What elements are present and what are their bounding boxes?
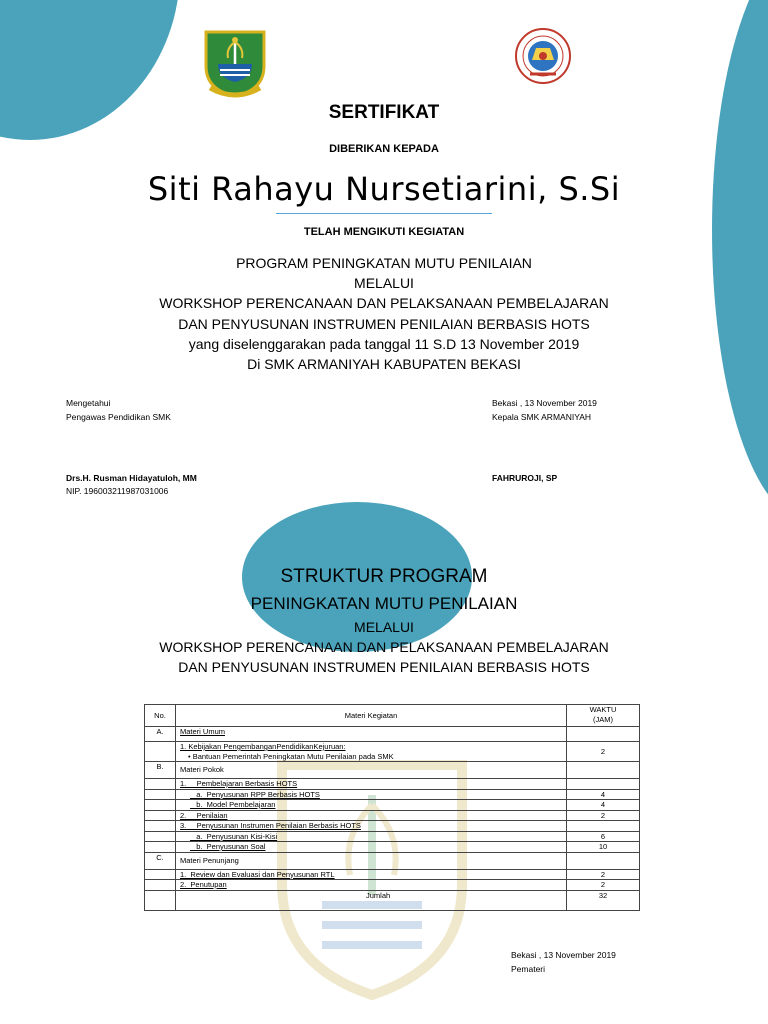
header-waktu: WAKTU (JAM) bbox=[567, 705, 640, 727]
footer-place-date: Bekasi , 13 November 2019 bbox=[511, 950, 616, 960]
table-row bbox=[145, 727, 640, 742]
row-jam bbox=[567, 852, 640, 869]
total-label: Jumlah bbox=[176, 890, 567, 910]
program-title: PROGRAM PENINGKATAN MUTU PENILAIAN bbox=[236, 255, 532, 271]
workshop-line-2: DAN PENYUSUNAN INSTRUMEN PENILAIAN BERBASIS HOTS bbox=[178, 316, 590, 332]
row-jam: 10 bbox=[567, 842, 640, 853]
table-row bbox=[145, 742, 640, 762]
footer-role: Pemateri bbox=[511, 964, 546, 974]
table-row bbox=[145, 800, 640, 811]
row-no bbox=[145, 810, 176, 821]
row-no: B. bbox=[145, 762, 176, 779]
via-label: MELALUI bbox=[354, 275, 414, 291]
table-row bbox=[145, 810, 640, 821]
event-venue: Di SMK ARMANIYAH KABUPATEN BEKASI bbox=[247, 356, 521, 372]
row-jam: 2 bbox=[567, 869, 640, 880]
principal-name: FAHRUROJI, SP bbox=[492, 473, 558, 483]
header-no: No. bbox=[145, 705, 176, 727]
given-to-label: DIBERIKAN KEPADA bbox=[329, 143, 439, 155]
schedule-table bbox=[144, 704, 640, 911]
table-row bbox=[145, 842, 640, 853]
structure-title: STRUKTUR PROGRAM bbox=[280, 566, 488, 587]
row-jam: 4 bbox=[567, 800, 640, 811]
table-row bbox=[145, 880, 640, 891]
row-no bbox=[145, 869, 176, 880]
certificate-title: SERTIFIKAT bbox=[328, 102, 440, 123]
header-materi: Materi Kegiatan bbox=[176, 705, 567, 727]
jawa-barat-emblem-icon bbox=[200, 26, 270, 98]
row-no bbox=[145, 890, 176, 910]
supervisor-role: Pengawas Pendidikan SMK bbox=[66, 412, 171, 422]
row-jam bbox=[567, 727, 640, 742]
recipient-name: Siti Rahayu Nursetiarini, S.Si bbox=[147, 170, 621, 208]
table-row bbox=[145, 789, 640, 800]
row-no bbox=[145, 821, 176, 832]
provinsi-jawa-barat-logo bbox=[200, 26, 270, 98]
row-materi: Materi Pokok bbox=[176, 762, 567, 779]
row-materi: 1. Pembelajaran Berbasis HOTS bbox=[176, 779, 567, 790]
row-no bbox=[145, 800, 176, 811]
row-materi: b. Penyusunan Soal bbox=[176, 842, 567, 853]
row-materi bbox=[176, 742, 567, 762]
school-seal-icon bbox=[514, 26, 572, 86]
row-materi: Materi Umum bbox=[176, 727, 567, 742]
table-row bbox=[145, 831, 640, 842]
row-materi-main: 1. Kebijakan PengembanganPendidikanKejuruan: bbox=[180, 742, 346, 751]
smk-armaniyah-logo bbox=[514, 26, 572, 86]
row-no bbox=[145, 842, 176, 853]
supervisor-nip: NIP. 196003211987031006 bbox=[66, 486, 169, 496]
row-jam bbox=[567, 762, 640, 779]
structure-workshop-2: DAN PENYUSUNAN INSTRUMEN PENILAIAN BERBASIS HOTS bbox=[178, 659, 590, 675]
table-row bbox=[145, 852, 640, 869]
row-materi-sub: • Bantuan Pemerintah Peningkatan Mutu Penilaian pada SMK bbox=[188, 751, 394, 761]
structure-via: MELALUI bbox=[354, 619, 414, 635]
workshop-line-1: WORKSHOP PERENCANAAN DAN PELAKSANAAN PEMBELAJARAN bbox=[159, 295, 609, 311]
table-row bbox=[145, 869, 640, 880]
supervisor-name: Drs.H. Rusman Hidayatuloh, MM bbox=[66, 473, 197, 483]
table-row bbox=[145, 779, 640, 790]
row-materi: 2. Penutupan bbox=[176, 880, 567, 891]
row-jam: 2 bbox=[567, 810, 640, 821]
event-dates: yang diselenggarakan pada tanggal 11 S.D 13 November 2019 bbox=[188, 336, 580, 352]
row-materi: 3. Penyusunan Instrumen Penilaian Berbasis HOTS bbox=[176, 821, 567, 832]
acknowledgement-label: Mengetahui bbox=[66, 398, 111, 408]
row-no: A. bbox=[145, 727, 176, 742]
row-no bbox=[145, 779, 176, 790]
row-no: C. bbox=[145, 852, 176, 869]
row-jam bbox=[567, 821, 640, 832]
principal-role: Kepala SMK ARMANIYAH bbox=[492, 412, 592, 422]
row-materi: Materi Penunjang bbox=[176, 852, 567, 869]
row-no bbox=[145, 789, 176, 800]
row-materi: 1. Review dan Evaluasi dan Penyusunan RTL bbox=[176, 869, 567, 880]
row-jam: 2 bbox=[567, 880, 640, 891]
row-no bbox=[145, 880, 176, 891]
row-materi: 2. Penilaian bbox=[176, 810, 567, 821]
structure-subtitle: PENINGKATAN MUTU PENILAIAN bbox=[250, 594, 518, 613]
row-no bbox=[145, 742, 176, 762]
structure-workshop-1: WORKSHOP PERENCANAAN DAN PELAKSANAAN PEMBELAJARAN bbox=[159, 639, 609, 655]
signing-place-date: Bekasi , 13 November 2019 bbox=[492, 398, 597, 408]
row-jam: 6 bbox=[567, 831, 640, 842]
name-underline bbox=[276, 213, 492, 214]
row-materi: a. Penyusunan Kisi-Kisi bbox=[176, 831, 567, 842]
table-header-row bbox=[145, 705, 640, 727]
row-jam bbox=[567, 779, 640, 790]
table-row bbox=[145, 762, 640, 779]
row-no bbox=[145, 831, 176, 842]
row-materi: b. Model Pembelajaran bbox=[176, 800, 567, 811]
row-jam: 4 bbox=[567, 789, 640, 800]
row-jam: 2 bbox=[567, 742, 640, 762]
row-materi: a. Penyusunan RPP Berbasis HOTS bbox=[176, 789, 567, 800]
table-row bbox=[145, 821, 640, 832]
attended-label: TELAH MENGIKUTI KEGIATAN bbox=[303, 226, 465, 238]
total-jam: 32 bbox=[567, 890, 640, 910]
total-row bbox=[145, 890, 640, 910]
